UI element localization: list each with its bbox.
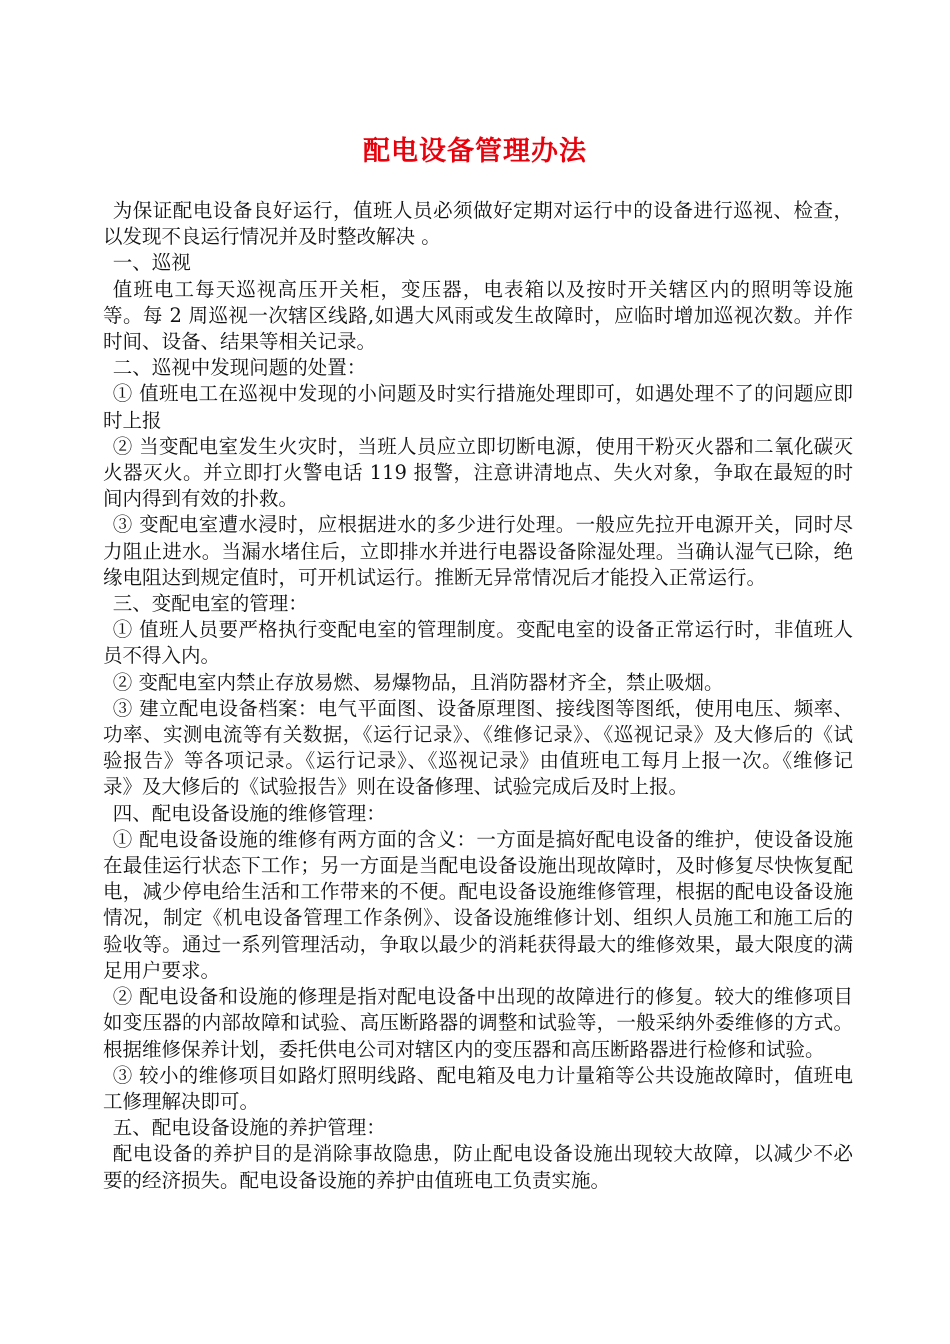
document-title: 配电设备管理办法 — [363, 136, 587, 167]
paragraph-intro: 为保证配电设备良好运行，值班人员必须做好定期对运行中的设备进行巡视、检查，以发现不良运行情况并及时整改解决 。 — [103, 199, 853, 249]
list-item-maintenance-3: ③ 较小的维修项目如路灯照明线路、配电箱及电力计量箱等公共设施故障时，值班电工修理解决即可。 — [103, 1063, 853, 1113]
section-heading-patrol: 一、巡视 — [112, 251, 191, 275]
list-item-room-1: ① 值班人员要严格执行变配电室的管理制度。变配电室的设备正常运行时，非值班人员不得入内。 — [103, 618, 853, 668]
section-heading-room-management: 三、变配电室的管理： — [112, 592, 308, 616]
list-item-room-2: ② 变配电室内禁止存放易燃、易爆物品，且消防器材齐全，禁止吸烟。 — [112, 670, 724, 694]
list-item-maintenance-2: ② 配电设备和设施的修理是指对配电设备中出现的故障进行的修复。较大的维修项目如变压器的内部故障和试验、高压断路器的调整和试验等，一般采纳外委维修的方式。根据维修保养计划，委托供电公司对辖区内的变压器和高压断路器进行检修和试验。 — [103, 985, 853, 1061]
list-item-problem-3: ③ 变配电室遭水浸时，应根据进水的多少进行处理。一般应先拉开电源开关，同时尽力阻止进水。当漏水堵住后，立即排水并进行电器设备除湿处理。当确认湿气已除，绝缘电阻达到规定值时，可开机试运行。推断无异常情况后才能投入正常运行。 — [103, 513, 853, 589]
list-item-problem-2: ② 当变配电室发生火灾时，当班人员应立即切断电源，使用干粉灭火器和二氧化碳灭火器灭火。并立即打火警电话 119 报警，注意讲清地点、失火对象，争取在最短的时间内得到有效的扑救。 — [103, 434, 853, 511]
list-item-maintenance-1: ① 配电设备设施的维修有两方面的含义：一方面是搞好配电设备的维护，使设备设施在最佳运行状态下工作；另一方面是当配电设备设施出现故障时，及时修复尽快恢复配电，减少停电给生活和工作带来的不便。配电设备设施维修管理，根据的配电设备设施情况，制定《机电设备管理工作条例》、设备设施维修计划、组织人员施工和施工后的验收等。通过一系列管理活动，争取以最少的消耗获得最大的维修效果，最大限度的满足用户要求。 — [103, 827, 853, 982]
list-item-problem-1: ① 值班电工在巡视中发现的小问题及时实行措施处理即可，如遇处理不了的问题应即时上报 — [103, 382, 853, 432]
paragraph-care: 配电设备的养护目的是消除事故隐患，防止配电设备设施出现较大故障，以减少不必要的经济损失。配电设备设施的养护由值班电工负责实施。 — [103, 1142, 853, 1192]
section-heading-maintenance: 四、配电设备设施的维修管理： — [112, 801, 386, 825]
list-item-room-3: ③ 建立配电设备档案：电气平面图、设备原理图、接线图等图纸，使用电压、频率、功率、实测电流等有关数据，《运行记录》、《维修记录》、《巡视记录》及大修后的《试验报告》等各项记录。《运行记录》、《巡视记录》由值班电工每月上报一次。《维修记录》及大修后的《试验报告》则在设备修理、试验完成后及时上报。 — [103, 696, 853, 799]
section-heading-care: 五、配电设备设施的养护管理： — [112, 1116, 386, 1140]
paragraph-patrol: 值班电工每天巡视高压开关柜，变压器，电表箱以及按时开关辖区内的照明等设施等。每 2 周巡视一次辖区线路,如遇大风雨或发生故障时，应临时增加巡视次数。并作时间、设备、结果等相关记录。 — [103, 277, 853, 354]
document-body — [103, 198, 853, 1194]
section-heading-problem-handling: 二、巡视中发现问题的处置： — [112, 356, 367, 380]
